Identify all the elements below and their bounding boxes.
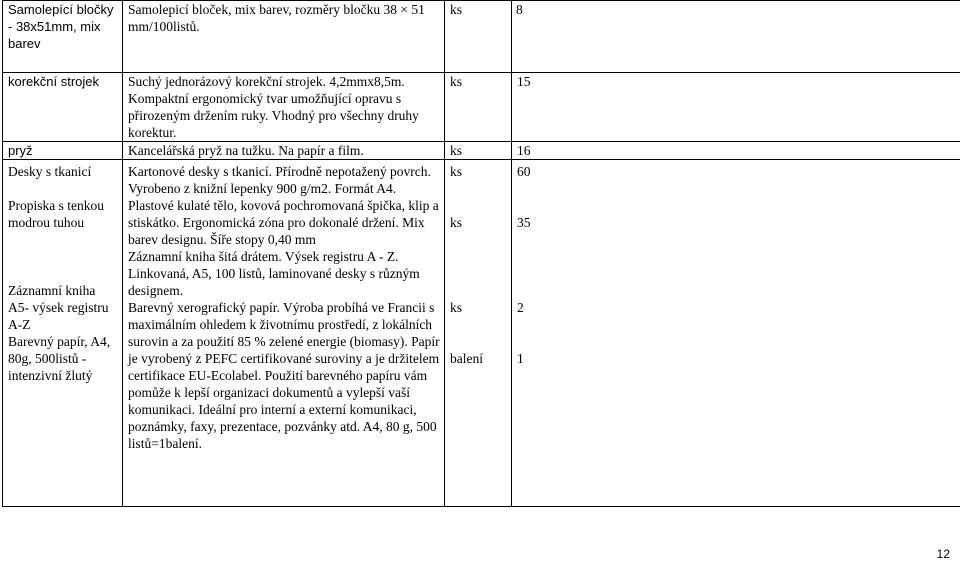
item-quantity: 15 bbox=[512, 73, 960, 142]
item-description: Kancelářská pryž na tužku. Na papír a film. bbox=[123, 142, 445, 160]
item-name: pryž bbox=[3, 142, 123, 160]
item-unit: ks bbox=[445, 73, 512, 142]
item-unit: ks bbox=[445, 142, 512, 160]
table-row bbox=[3, 73, 960, 142]
item-quantity: 8 bbox=[512, 1, 960, 73]
table-row bbox=[3, 160, 960, 507]
item-description: Samolepicí bloček, mix barev, rozměry bločku 38 × 51 mm/100listů. bbox=[123, 1, 445, 73]
table-row bbox=[3, 142, 960, 160]
item-description: Kartonové desky s tkanicí. Přírodně nepotažený povrch. Vyrobeno z knižní lepenky 900 g/m2. Formát A4. Plastové kulaté tělo, kovová pochromovaná špička, klip a stiskátko. Ergonomická zóna pro dokonalé držení. Mix barev designu. Šíře stopy 0,40 mm Záznamní kniha šitá drátem. Výsek registru A - Z. Linkovaná, A5, 100 listů, laminované desky s různým designem. Barevný xerografický papír. Výroba probíhá ve Francii s maximálním ohledem k životnímu prostředí, z lokálních surovin a za použití 85 % zelené energie (biomasy). Papír je vyrobený z PEFC certifikované suroviny a je držitelem certifikace EU-Ecolabel. Použití barevného papíru vám pomůže k lepší organizaci dokumentů a vylepší vaší komunikaci. Ideální pro interní a externí komunikaci, poznámky, faxy, prezentace, pozvánky atd. A4, 80 g, 500 listů=1balení. bbox=[123, 160, 445, 507]
item-description: Suchý jednorázový korekční strojek. 4,2mmx8,5m. Kompaktní ergonomický tvar umožňující opravu s přirozeným držením ruky. Vhodný pro všechny druhy korektur. bbox=[123, 73, 445, 142]
page-number: 12 bbox=[936, 547, 950, 561]
table-row bbox=[3, 1, 960, 73]
item-quantity: 60 35 2 1 bbox=[512, 160, 960, 507]
item-name: Desky s tkanicí Propiska s tenkou modrou tuhou Záznamní kniha A5- výsek registru A-Z Barevný papír, A4, 80g, 500listů - intenzivní žlutý bbox=[3, 160, 123, 507]
item-name: Samolepící bločky - 38x51mm, mix barev bbox=[3, 1, 123, 73]
item-quantity: 16 bbox=[512, 142, 960, 160]
item-unit: ks bbox=[445, 1, 512, 73]
item-unit: ks ks ks balení bbox=[445, 160, 512, 507]
items-table bbox=[2, 0, 960, 507]
item-name: korekční strojek bbox=[3, 73, 123, 142]
